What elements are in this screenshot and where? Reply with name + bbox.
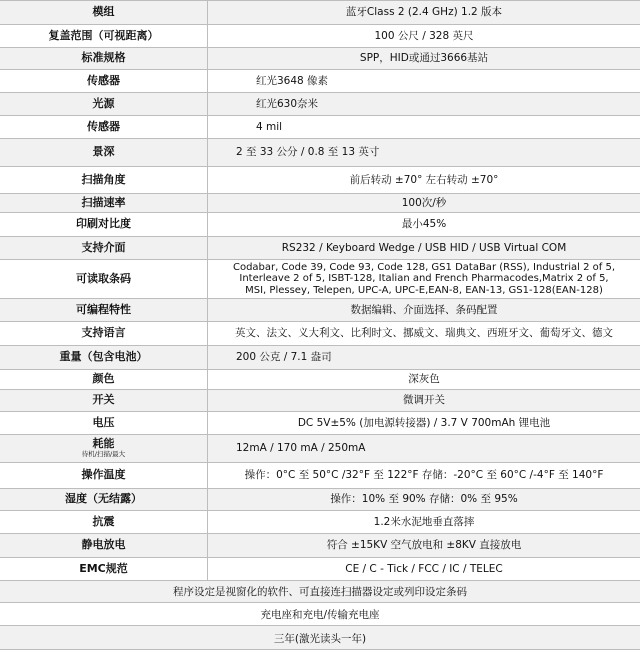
spec-label-text: 电压 <box>92 415 115 429</box>
spec-value: 2 至 33 公分 / 0.8 至 13 英寸 <box>236 146 380 159</box>
spec-label <box>0 1 208 24</box>
spec-value: 符合 ±15KV 空气放电和 ±8KV 直接放电 <box>326 539 522 552</box>
spec-label-text: 湿度（无结露） <box>65 492 142 506</box>
spec-row <box>0 321 640 345</box>
spec-value: 200 公克 / 7.1 盎司 <box>236 351 332 364</box>
spec-footer-row <box>0 602 640 625</box>
spec-label <box>0 390 208 411</box>
spec-label <box>0 463 208 488</box>
spec-label-text: 扫描速率 <box>81 195 126 209</box>
spec-label <box>0 93 208 115</box>
spec-label-text: 模组 <box>92 5 115 19</box>
spec-row <box>0 166 640 193</box>
spec-row <box>0 92 640 115</box>
spec-label-text: 标准规格 <box>81 51 126 65</box>
spec-value: 前后转动 ±70° 左右转动 ±70° <box>349 173 499 186</box>
spec-row <box>0 193 640 212</box>
spec-label-text: 传感器 <box>87 73 120 87</box>
spec-row <box>0 434 640 462</box>
spec-footer-text: 充电座和充电/传输充电座 <box>260 608 380 621</box>
spec-value-line: MSI, Plessey, Telepen, UPC-A, UPC-E,EAN-8, EAN-13, GS1-128(EAN-128) <box>245 284 603 296</box>
spec-label-text: 支持介面 <box>81 240 126 254</box>
spec-label <box>0 167 208 193</box>
spec-label <box>0 260 208 298</box>
spec-value: 100 公尺 / 328 英尺 <box>374 29 474 42</box>
spec-label <box>0 370 208 389</box>
spec-value: 1.2米水泥地垂直落摔 <box>373 515 475 528</box>
spec-value: RS232 / Keyboard Wedge / USB HID / USB Virtual COM <box>281 241 567 254</box>
spec-label-text: 景深 <box>92 145 115 159</box>
spec-value: 英文、法文、义大利文、比利时文、挪威文、瑞典文、西班牙文、葡萄牙文、德文 <box>235 327 613 340</box>
spec-row <box>0 0 640 24</box>
spec-label-text: 扫描角度 <box>81 172 126 186</box>
spec-row <box>0 510 640 533</box>
spec-row <box>0 411 640 434</box>
spec-label <box>0 322 208 345</box>
spec-value-line: Codabar, Code 39, Code 93, Code 128, GS1 DataBar (RSS), Industrial 2 of 5, <box>232 261 616 273</box>
spec-footer-row <box>0 625 640 650</box>
spec-label <box>0 139 208 166</box>
spec-value: 操作：10% 至 90% 存储：0% 至 95% <box>330 493 518 506</box>
spec-value: 操作：0°C 至 50°C /32°F 至 122°F 存储：-20°C 至 60°C /-4°F 至 140°F <box>244 469 604 482</box>
spec-label-text: 耗能 <box>92 437 115 451</box>
spec-label-text: EMC规范 <box>79 561 128 575</box>
spec-label-sub: 待机/扫描/最大 <box>81 450 126 459</box>
spec-label-text: 抗震 <box>92 514 115 528</box>
spec-label <box>0 346 208 369</box>
spec-label <box>0 558 208 580</box>
spec-footer-text: 程序设定是视窗化的软件、可直接连扫描器设定或列印设定条码 <box>173 586 467 598</box>
spec-row <box>0 212 640 236</box>
spec-row <box>0 138 640 166</box>
spec-row <box>0 462 640 488</box>
spec-row <box>0 24 640 47</box>
spec-label-text: 重量（包含电池） <box>59 350 148 364</box>
spec-value: 深灰色 <box>408 373 440 386</box>
spec-label <box>0 194 208 212</box>
spec-row <box>0 298 640 321</box>
spec-value: 红光630奈米 <box>256 97 319 110</box>
spec-label <box>0 534 208 557</box>
spec-value: 12mA / 170 mA / 250mA <box>236 442 366 455</box>
spec-label <box>0 48 208 69</box>
spec-label <box>0 299 208 321</box>
spec-row <box>0 236 640 259</box>
spec-value: SPP，HID或通过3666基站 <box>359 52 489 65</box>
spec-label-text: 颜色 <box>92 372 115 386</box>
spec-label <box>0 116 208 138</box>
spec-row <box>0 47 640 69</box>
spec-row <box>0 533 640 557</box>
spec-label-text: 可编程特性 <box>76 302 131 316</box>
spec-value: 蓝牙Class 2 (2.4 GHz) 1.2 版本 <box>345 6 503 19</box>
spec-row <box>0 345 640 369</box>
spec-value: 最小45% <box>401 218 447 231</box>
spec-row <box>0 389 640 411</box>
spec-row <box>0 259 640 298</box>
spec-label <box>0 412 208 434</box>
spec-value: 数据编辑、介面选择、条码配置 <box>350 303 498 316</box>
spec-label-text: 复盖范围（可视距离） <box>48 28 159 42</box>
spec-label-text: 光源 <box>92 96 115 110</box>
spec-value <box>208 260 640 298</box>
spec-label-text: 开关 <box>92 393 115 407</box>
spec-value: 100次/秒 <box>401 196 447 209</box>
spec-label-text: 静电放电 <box>81 538 126 552</box>
spec-footer-row <box>0 580 640 602</box>
spec-label-text: 支持语言 <box>81 326 126 340</box>
spec-label <box>0 25 208 47</box>
spec-value: CE / C - Tick / FCC / IC / TELEC <box>345 562 503 575</box>
spec-label <box>0 435 208 462</box>
spec-value-line: Interleave 2 of 5, ISBT-128, Italian and French Pharmacodes,Matrix 2 of 5, <box>239 273 609 285</box>
spec-label <box>0 511 208 533</box>
spec-value: DC 5V±5% (加电源转接器) / 3.7 V 700mAh 锂电池 <box>297 416 551 429</box>
spec-row <box>0 69 640 92</box>
spec-row <box>0 369 640 389</box>
spec-label <box>0 489 208 510</box>
spec-label-text: 可读取条码 <box>76 271 131 285</box>
spec-row <box>0 557 640 580</box>
spec-row <box>0 115 640 138</box>
spec-label <box>0 237 208 259</box>
spec-footer-text: 三年(激光读头一年) <box>273 632 367 645</box>
spec-label-text: 传感器 <box>87 119 120 133</box>
spec-value: 4 mil <box>256 120 283 133</box>
spec-row <box>0 488 640 510</box>
spec-value: 微调开关 <box>403 394 445 407</box>
spec-label <box>0 70 208 92</box>
spec-label <box>0 213 208 236</box>
spec-label-text: 操作温度 <box>81 468 126 482</box>
spec-label-text: 印刷对比度 <box>76 217 131 231</box>
spec-value: 红光3648 像素 <box>256 74 329 87</box>
